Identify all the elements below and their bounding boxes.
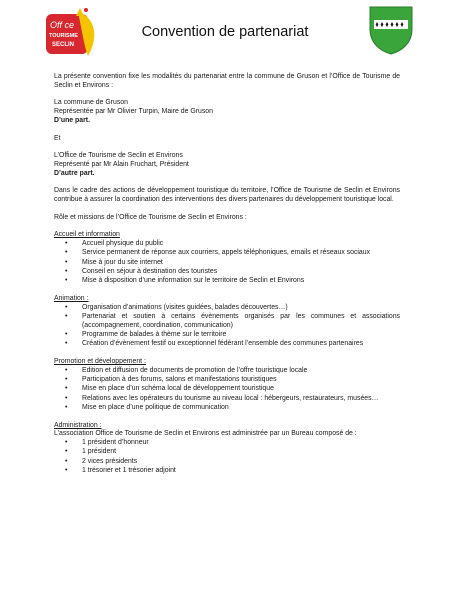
list-item: • Edition et diffusion de documents de promotion de l’offre touristique locale (54, 367, 400, 376)
list-item: • Conseil en séjour à destination des touristes (54, 268, 400, 277)
list-item: • 1 président d’honneur (54, 439, 400, 448)
promotion-list (54, 367, 400, 413)
list-item: • Participation à des forums, salons et manifestations touristiques (54, 376, 400, 385)
section-heading-promotion: Promotion et développement : (54, 358, 146, 365)
list-item: • Mise en place d’une politique de communication (54, 404, 400, 413)
list-item: • Partenariat et soutien à certains évènements organisés par les communes et associations (accompagnement, coordination, communication) (54, 313, 400, 331)
list-item: • Création d’évènement festif ou exceptionnel fédérant l’ensemble des communes partenaires (54, 340, 400, 349)
party1-part: D’une part. (54, 116, 90, 124)
gruson-shield-logo (368, 5, 414, 55)
list-item: • Programme de balades à thème sur le territoire (54, 331, 400, 340)
et-text: Et (54, 134, 61, 142)
document-body (54, 73, 400, 476)
list-item: • Mise à disposition d’une information sur le territoire de Seclin et Environs (54, 277, 400, 286)
administration-text: L’association Office de Tourisme de Seclin et Environs est administrée par un Bureau composé de : (54, 430, 357, 438)
list-item: • Organisation d’animations (visites guidées, balades découvertes…) (54, 304, 400, 313)
list-item: • Service permanent de réponse aux courriers, appels téléphoniques, emails et réseaux sociaux (54, 249, 400, 258)
roles-heading: Rôle et missions de l’Office de Tourisme de Seclin et Environs : (54, 213, 247, 221)
context-paragraph: Dans le cadre des actions de développement touristique du territoire, l’Office de Tourisme de Seclin et Environs contribue à assurer la coordination des interventions des divers partenaires du développement touristique local. (54, 187, 400, 204)
section-heading-animation: Animation : (54, 294, 89, 302)
list-item: • 1 président (54, 448, 400, 457)
accueil-list (54, 240, 400, 286)
logo-text-line2: TOURISME (49, 33, 78, 39)
party2-part: D’autre part. (54, 169, 95, 177)
list-item: • Relations avec les opérateurs du tourisme au niveau local : hébergeurs, restaurateurs, musées… (54, 395, 400, 404)
administration-list (54, 439, 400, 476)
party2-name: L’Office de Tourisme de Seclin et Environs (54, 152, 183, 160)
party2-representative: Représenté par Mr Alain Fruchart, Président (54, 160, 189, 168)
animation-list (54, 304, 400, 349)
logo-text-line3: SECLIN (52, 42, 75, 48)
party1-name: La commune de Gruson (54, 99, 128, 107)
logo-text-line1: Off ce (50, 20, 75, 30)
list-item: • 1 trésorier et 1 trésorier adjoint (54, 467, 400, 476)
section-heading-administration: Administration : (54, 421, 102, 429)
list-item: • 2 vices présidents (54, 458, 400, 467)
list-item: • Mise en place d’un schéma local de développement touristique (54, 385, 400, 394)
document-title: Convention de partenariat (141, 24, 309, 40)
list-item: • Mise à jour du site internet (54, 259, 400, 268)
party1-representative: Représentée par Mr Olivier Turpin, Maire de Gruson (54, 108, 213, 116)
list-item: • Accueil physique du public (54, 240, 400, 249)
intro-paragraph: La présente convention fixe les modalités du partenariat entre la commune de Gruson et l’Office de Tourisme de Seclin et Environs : (54, 73, 400, 89)
section-heading-accueil: Accueil et information (54, 231, 120, 239)
